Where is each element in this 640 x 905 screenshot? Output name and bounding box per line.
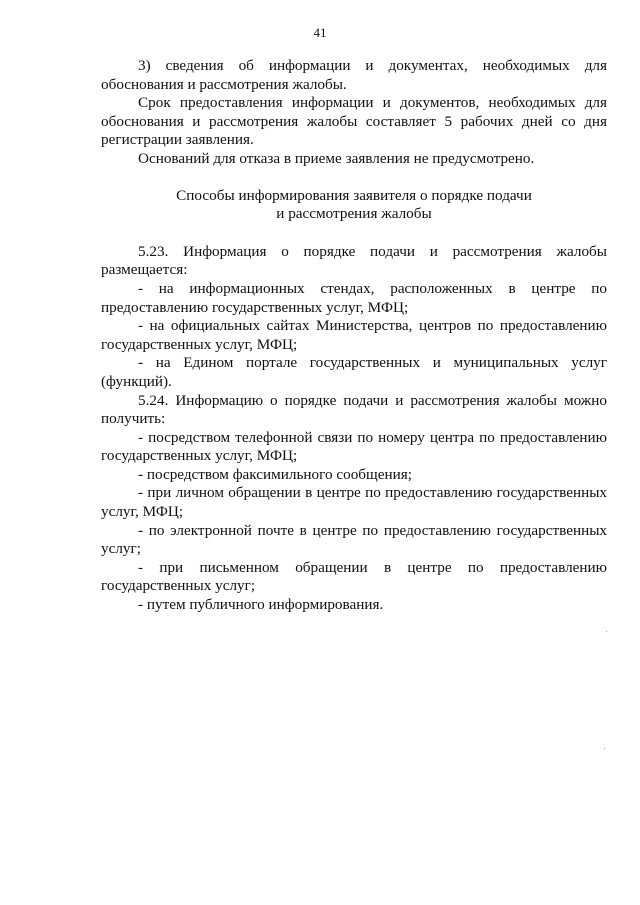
section-heading (101, 187, 607, 224)
paragraph-item-3: 3) сведения об информации и документах, необходимых для обоснования и рассмотрения жалобы. (101, 57, 607, 93)
list-item-written-request: - при письменном обращении в центре по предоставлению государственных услуг; (101, 558, 607, 595)
list-item-unified-portal: - на Едином портале государственных и муниципальных услуг (функций). (101, 354, 607, 390)
list-item-fax: - посредством факсимильного сообщения; (138, 465, 412, 483)
list-item-telephone: - посредством телефонной связи по номеру центра по предоставлению государственных услуг, МФЦ; (101, 428, 607, 465)
paragraph-no-refusal: Оснований для отказа в приеме заявления не предусмотрено. (138, 149, 535, 167)
scan-speck (604, 748, 605, 749)
section-heading-line-2: и рассмотрения жалобы (276, 205, 432, 223)
paragraph-5-24: 5.24. Информацию о порядке подачи и рассмотрения жалобы можно получить: (101, 391, 607, 428)
list-item-personal-visit: - при личном обращении в центре по предоставлению государственных услуг, МФЦ; (101, 484, 607, 521)
list-item-stands: - на информационных стендах, расположенных в центре по предоставлению государственных услуг, МФЦ; (101, 279, 607, 316)
list-item-email: - по электронной почте в центре по предоставлению государственных услуг; (101, 521, 607, 558)
page-body (101, 57, 607, 615)
list-item-official-sites: - на официальных сайтах Министерства, центров по предоставлению государственных услуг, МФЦ; (101, 317, 607, 353)
paragraph-deadline: Срок предоставления информации и документов, необходимых для обоснования и рассмотрения жалобы составляет 5 рабочих дней со дня регистрации заявления. (101, 94, 607, 149)
section-heading-line-1: Способы информирования заявителя о порядке подачи (176, 186, 532, 204)
scan-speck (606, 631, 607, 632)
paragraph-5-23: 5.23. Информация о порядке подачи и рассмотрения жалобы размещается: (101, 242, 607, 279)
page-number: 41 (313, 25, 327, 40)
list-item-public-informing: - путем публичного информирования. (138, 596, 384, 614)
